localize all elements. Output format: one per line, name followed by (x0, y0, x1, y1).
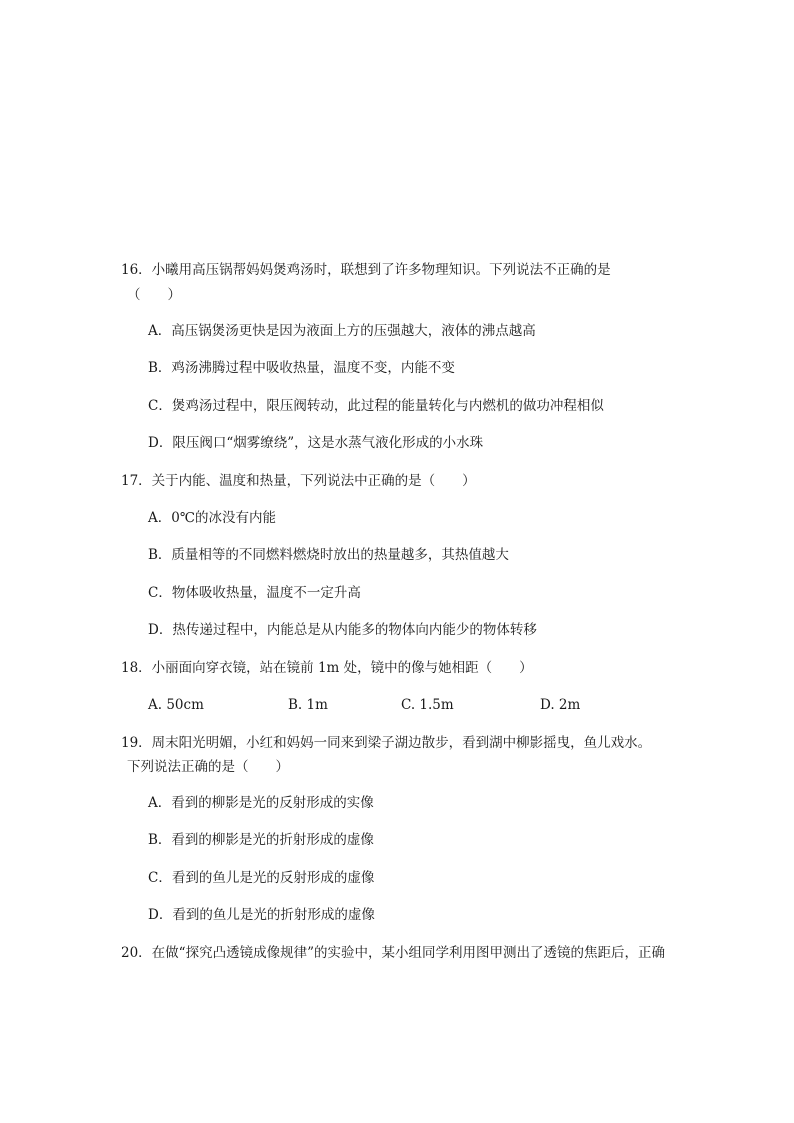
question-18-stem: 18．小丽面向穿衣镜，站在镜前 1m 处，镜中的像与她相距（ ） (121, 660, 533, 676)
question-20-stem: 20．在做“探究凸透镜成像规律”的实验中，某小组同学利用图甲测出了透镜的焦距后，正确 (121, 945, 665, 961)
question-16-option-b: B．鸡汤沸腾过程中吸收热量，温度不变，内能不变 (148, 360, 455, 376)
question-18-option-c: C. 1.5m (401, 697, 454, 713)
question-17-option-d: D．热传递过程中，内能总是从内能多的物体向内能少的物体转移 (148, 622, 537, 638)
question-16-option-a: A．高压锅煲汤更快是因为液面上方的压强越大，液体的沸点越高 (148, 323, 536, 339)
question-19-option-a: A．看到的柳影是光的反射形成的实像 (148, 795, 374, 811)
question-18-option-d: D. 2m (540, 697, 581, 713)
question-16-option-d: D．限压阀口“烟雾缭绕”，这是水蒸气液化形成的小水珠 (148, 435, 484, 451)
question-17-option-a: A．0℃的冰没有内能 (148, 510, 276, 526)
question-16-answer-blank: （ ） (127, 287, 181, 303)
question-19-stem-continued: 下列说法正确的是（ ） (127, 759, 289, 775)
question-19-option-d: D．看到的鱼儿是光的折射形成的虚像 (148, 907, 375, 923)
question-16-stem: 16．小曦用高压锅帮妈妈煲鸡汤时，联想到了许多物理知识。下列说法不正确的是 (121, 262, 611, 278)
question-16-option-c: C．煲鸡汤过程中，限压阀转动，此过程的能量转化与内燃机的做功冲程相似 (148, 398, 604, 414)
question-17-stem: 17．关于内能、温度和热量，下列说法中正确的是（ ） (121, 473, 476, 489)
question-18-option-a: A. 50cm (148, 697, 204, 713)
question-19-option-c: C．看到的鱼儿是光的反射形成的虚像 (148, 870, 375, 886)
question-17-option-b: B．质量相等的不同燃料燃烧时放出的热量越多，其热值越大 (148, 547, 509, 563)
question-17-option-c: C．物体吸收热量，温度不一定升高 (148, 585, 361, 601)
question-19-stem: 19．周末阳光明媚，小红和妈妈一同来到梁子湖边散步，看到湖中柳影摇曳，鱼儿戏水。 (121, 735, 652, 751)
question-19-option-b: B．看到的柳影是光的折射形成的虚像 (148, 832, 374, 848)
question-18-option-b: B. 1m (288, 697, 328, 713)
